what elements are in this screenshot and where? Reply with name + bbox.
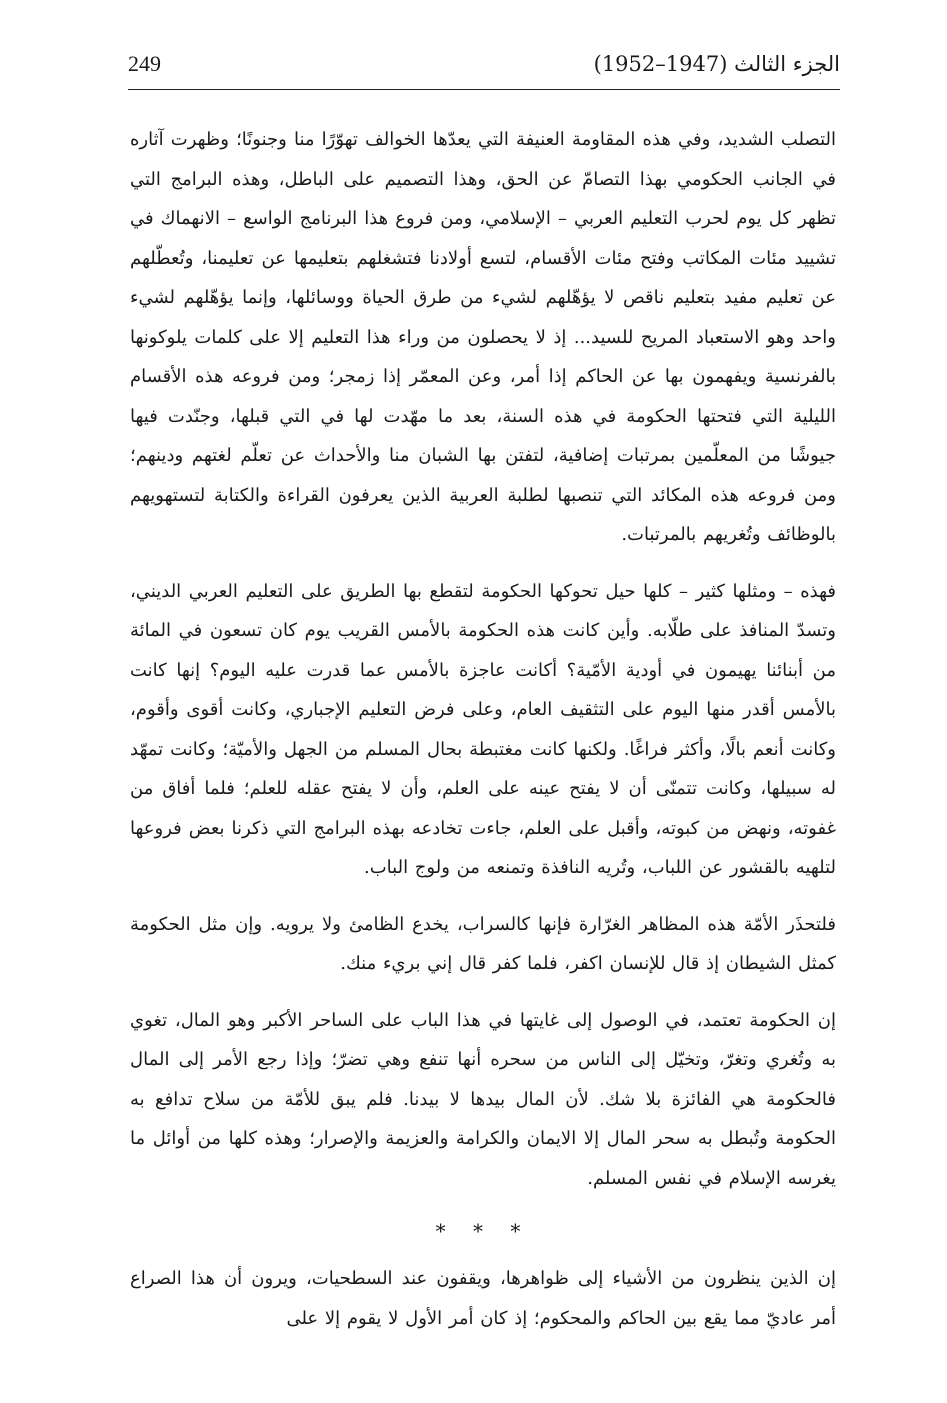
running-title: الجزء الثالث (1947–1952): [593, 52, 840, 76]
running-head: [128, 44, 840, 84]
paragraph-4: إن الحكومة تعتمد، في الوصول إلى غايتها في هذا الباب على الساحر الأكبر وهو المال، تغوي به وتُغري وتغرّ، وتخيّل إلى الناس من سحره أنها تنفع وهي تضرّ؛ وإذا رجع الأمر إلى المال فالحكومة هي الفائزة بلا شك. لأن المال بيدها لا بيدنا. فلم يبق للأمّة من سلاح تدافع به الحكومة وتُبطل به سحر المال إلا الايمان والكرامة والعزيمة والإصرار؛ وهذه كلها من أوائل ما يغرسه الإسلام في نفس المسلم.: [130, 1009, 836, 1189]
section-separator: * * *: [435, 1219, 531, 1243]
paragraph-3: فلتحذَر الأمّة هذه المظاهر الغرّارة فإنها كالسراب، يخدع الظامئ ولا يرويه. وإن مثل الحكومة كمثل الشيطان إذ قال للإنسان اكفر، فلما كفر قال إني بريء منك.: [130, 913, 836, 974]
body-text: [130, 120, 836, 1355]
paragraph-2: فهذه – ومثلها كثير – كلها حيل تحوكها الحكومة لتقطع بها الطريق على التعليم العربي الديني، وتسدّ المنافذ على طلّابه. وأين كانت هذه الحكومة بالأمس القريب يوم كان تسعون في المائة من أبنائنا يهيمون في أودية الأمّية؟ أكانت عاجزة بالأمس عما قدرت عليه اليوم؟ إنها كانت بالأمس أقدر منها اليوم على التثقيف العام، وعلى فرض التعليم الإجباري، وكانت أقوى وأقوم، وكانت أنعم بالًا، وأكثر فراغًا. ولكنها كانت مغتبطة بحال المسلم من الجهل والأميّة؛ وكانت تمهّد له سبيلها، وكانت تتمنّى أن لا يفتح عينه على العلم، وأن لا يفتح عقله للعلم؛ فلما أفاق من غفوته، ونهض من كبوته، وأقبل على العلم، جاءت تخادعه بهذه البرامج التي ذكرنا بعض فروعها لتلهيه بالقشور عن اللباب، وتُريه النافذة وتمنعه من ولوج الباب.: [130, 580, 837, 878]
header-rule: [128, 89, 840, 90]
page-number: 249: [128, 51, 161, 76]
paragraph-5: إن الذين ينظرون من الأشياء إلى ظواهرها، ويقفون عند السطحيات، ويرون أن هذا الصراع أمر عاديّ مما يقع بين الحاكم والمحكوم؛ إذ كان أمر الأول لا يقوم إلا على: [130, 1268, 836, 1329]
paragraph-1: التصلب الشديد، وفي هذه المقاومة العنيفة التي يعدّها الخوالف تهوّرًا منا وجنونًا؛ وظهرت آثاره في الجانب الحكومي بهذا التصامّ عن الحق، وهذا التصميم على الباطل، وهذه البرامج التي تظهر كل يوم لحرب التعليم العربي – الإسلامي، ومن فروع هذا البرنامج الواسع – الانهماك في تشييد مئات المكاتب وفتح مئات الأقسام، لتسع أولادنا فتشغلهم بتعليمها عن تعليمنا، وتُعطّلهم عن تعليم مفيد بتعليم ناقص لا يؤهّلهم لشيء من طرق الحياة ووسائلها، وإنما يؤهّلهم لشيء واحد وهو الاستعباد المريح للسيد... إذ لا يحصلون من وراء هذا التعليم إلا على كلمات يلوكونها بالفرنسية ويفهمون بها عن الحاكم إذا أمر، وعن المعمّر إذا زمجر؛ ومن فروعه هذه الأقسام الليلية التي فتحتها الحكومة في هذه السنة، بعد ما مهّدت لها في التي قبلها، وجنّدت فيها جيوشًا من المعلّمين بمرتبات إضافية، لتفتن بها الشبان منا والأحداث عن تعلّم لغتهم ودينهم؛ ومن فروعه هذه المكائد التي تنصبها لطلبة العربية الذين يعرفون القراءة والكتابة لتستهويهم بالوظائف وتُغريهم بالمرتبات.: [130, 129, 836, 545]
